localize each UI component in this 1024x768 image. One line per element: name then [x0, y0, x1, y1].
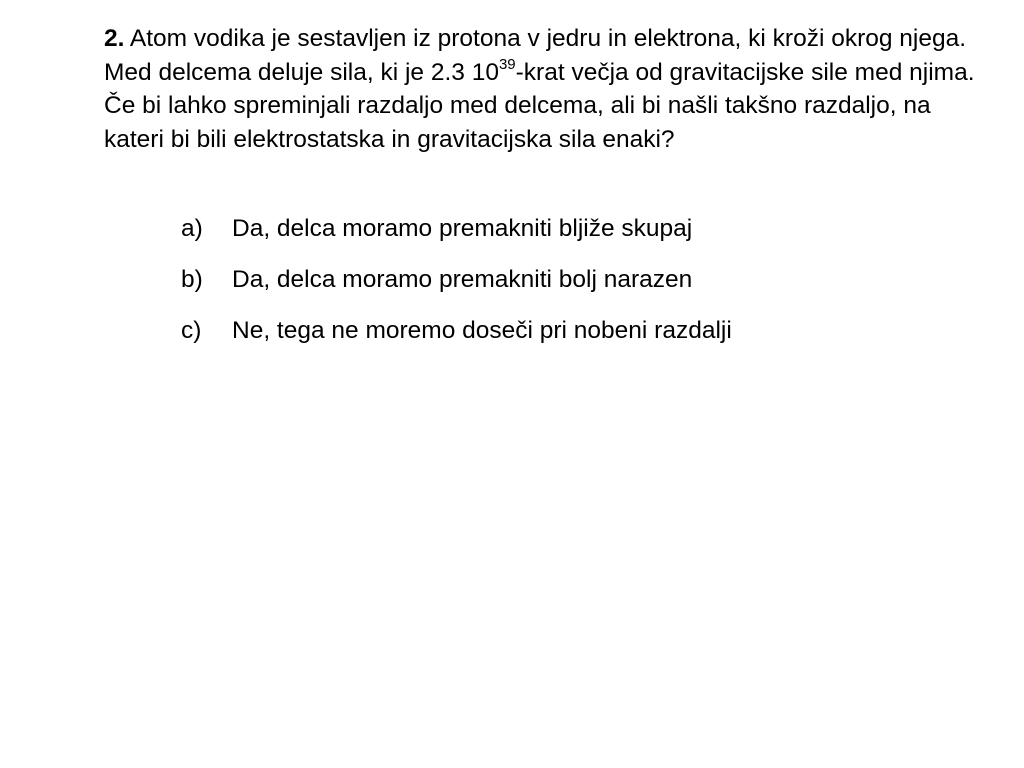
option-text: Ne, tega ne moremo doseči pri nobeni razdalji: [232, 317, 732, 344]
question-text: [104, 22, 984, 156]
answer-options: [181, 212, 732, 365]
question-number: 2.: [104, 25, 125, 52]
question-block: [104, 22, 984, 156]
question-exponent: 39: [498, 56, 516, 74]
question-text-part1: Atom vodika je sestavljen iz protona v jedru in elektrona, ki kroži okrog njega. Med delcema deluje sila, ki je 2.3 10: [104, 25, 967, 86]
question-text-part2: -krat večja od gravitacijske sile med njima. Če bi lahko spreminjali razdaljo med delcema, ali bi našli takšno razdaljo, na kateri bi bili elektrostatska in gravitacijska sila enaki?: [104, 58, 975, 153]
option-text: Da, delca moramo premakniti bljiže skupaj: [232, 215, 693, 242]
option-a[interactable]: [181, 212, 732, 245]
option-b[interactable]: [181, 263, 732, 296]
option-text: Da, delca moramo premakniti bolj narazen: [232, 266, 693, 293]
option-letter: b): [181, 266, 203, 293]
option-letter: a): [181, 215, 203, 242]
option-c[interactable]: [181, 314, 732, 347]
option-letter: c): [181, 317, 202, 344]
